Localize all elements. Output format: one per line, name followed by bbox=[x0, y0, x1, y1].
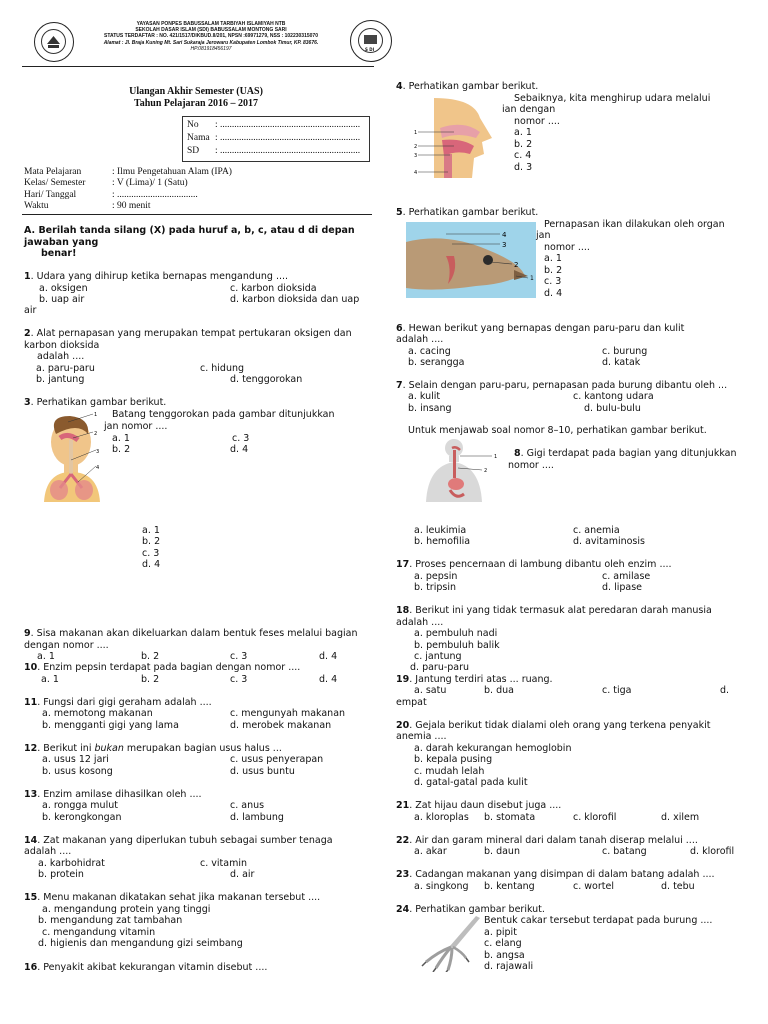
q6-option-b[interactable]: b. serangga bbox=[408, 357, 465, 368]
question-17 bbox=[396, 559, 672, 570]
question-9 bbox=[24, 628, 357, 639]
question-21-text: . Zat hijau daun disebut juga .... bbox=[409, 800, 562, 811]
nose-figure bbox=[414, 98, 496, 178]
q22-option-c[interactable]: c. batang bbox=[602, 846, 647, 857]
respiratory-figure bbox=[38, 410, 108, 502]
question-4-text: . Perhatikan gambar berikut. bbox=[402, 81, 539, 92]
q7-option-d[interactable]: d. bulu-bulu bbox=[584, 403, 641, 414]
info-subject-value: : Ilmu Pengetahuan Alam (IPA) bbox=[112, 167, 232, 177]
q10-option-c[interactable]: c. 3 bbox=[230, 674, 248, 685]
q6-option-c[interactable]: c. burung bbox=[602, 346, 648, 357]
question-15-text: . Menu makanan dikatakan sehat jika makanan tersebut .... bbox=[37, 892, 321, 903]
question-14-text-2: adalah .... bbox=[24, 846, 72, 857]
fig8-label-2: 2 bbox=[484, 468, 488, 474]
orphan-option-c[interactable]: c. 3 bbox=[142, 548, 160, 559]
exam-title bbox=[96, 86, 296, 110]
q1-option-b[interactable]: b. uap air bbox=[39, 294, 85, 305]
question-11-number: 11 bbox=[24, 697, 38, 708]
question-17-text: . Proses pencernaan di lambung dibantu oleh enzim .... bbox=[409, 559, 672, 570]
q15-option-c[interactable]: c. mengandung vitamin bbox=[42, 927, 156, 938]
question-2-text-3: adalah .... bbox=[37, 351, 85, 362]
fig5-label-2: 2 bbox=[514, 261, 519, 269]
q7-option-a[interactable]: a. kulit bbox=[408, 391, 441, 402]
info-date-label: Hari/ Tanggal bbox=[24, 190, 77, 200]
q12-option-c[interactable]: c. usus penyerapan bbox=[230, 754, 324, 765]
q11-option-a[interactable]: a. memotong makanan bbox=[42, 708, 153, 719]
q14-option-d[interactable]: d. air bbox=[230, 869, 255, 880]
info-class-value: : V (Lima)/ 1 (Satu) bbox=[112, 178, 188, 188]
question-23-text: . Cadangan makanan yang disimpan di dalam batang adalah .... bbox=[409, 869, 715, 880]
q14-option-b[interactable]: b. protein bbox=[38, 869, 84, 880]
question-4-prompt-3: nomor .... bbox=[514, 116, 560, 127]
question-18-text: . Berikut ini yang tidak termasuk alat peredaran darah manusia bbox=[409, 605, 712, 616]
q20-option-c[interactable]: c. mudah lelah bbox=[414, 766, 485, 777]
q24-option-d[interactable]: d. rajawali bbox=[484, 961, 534, 972]
q22-option-b[interactable]: b. daun bbox=[484, 846, 520, 857]
q11-option-d[interactable]: d. merobek makanan bbox=[230, 720, 332, 731]
bird-claw-figure-image bbox=[420, 912, 486, 972]
q12-option-d[interactable]: d. usus buntu bbox=[230, 766, 295, 777]
q7-option-c[interactable]: c. kantong udara bbox=[573, 391, 654, 402]
q5-option-a[interactable]: a. 1 bbox=[544, 253, 562, 264]
q2-option-d[interactable]: d. tenggorokan bbox=[230, 374, 303, 385]
q20-option-a[interactable]: a. darah kekurangan hemoglobin bbox=[414, 743, 572, 754]
fig4-label-4: 4 bbox=[414, 170, 418, 176]
q10-option-d[interactable]: d. 4 bbox=[319, 674, 338, 685]
fish-figure-image bbox=[406, 222, 536, 298]
question-3-prompt-2: jan nomor .... bbox=[104, 421, 168, 432]
info-date-value[interactable]: : .................................. bbox=[112, 190, 198, 200]
question-22-text: . Air dan garam mineral dari dalam tanah diserap melalui .... bbox=[409, 835, 698, 846]
exam-title-line2: Tahun Pelajaran 2016 – 2017 bbox=[133, 98, 259, 109]
q9-option-d[interactable]: d. 4 bbox=[319, 651, 338, 662]
letterhead-rule bbox=[22, 66, 374, 67]
fig3-label-1: 1 bbox=[94, 412, 98, 418]
q20-option-d[interactable]: d. gatal-gatal pada kulit bbox=[414, 777, 528, 788]
fig5-label-1: 1 bbox=[530, 275, 534, 282]
question-12-number: 12 bbox=[24, 743, 38, 754]
id-no-field[interactable]: : ........................................................... bbox=[215, 120, 361, 130]
question-11-text: . Fungsi dari gigi geraham adalah .... bbox=[37, 697, 212, 708]
question-6-number: 6 bbox=[396, 323, 403, 334]
q24-option-a[interactable]: a. pipit bbox=[484, 927, 517, 938]
q4-option-a[interactable]: a. 1 bbox=[514, 127, 532, 138]
nose-figure-image bbox=[414, 98, 496, 178]
question-3-prompt: Batang tenggorokan pada gambar ditunjukkan bbox=[112, 409, 335, 420]
bird-claw-figure bbox=[420, 912, 486, 972]
letterhead-foundation: YAYASAN PONPES BABUSSALAM TARBIYAH ISLAMIYAH NTB bbox=[136, 21, 286, 27]
question-2 bbox=[24, 328, 352, 339]
q23-option-d[interactable]: d. tebu bbox=[661, 881, 695, 892]
q10-option-b[interactable]: b. 2 bbox=[141, 674, 160, 685]
info-time-label: Waktu bbox=[24, 201, 49, 211]
question-3-number: 3 bbox=[24, 397, 31, 408]
fig3-label-3: 3 bbox=[96, 449, 100, 455]
question-6 bbox=[396, 323, 684, 334]
question-14-number: 14 bbox=[24, 835, 38, 846]
q23-option-a[interactable]: a. singkong bbox=[414, 881, 469, 892]
q22-option-a[interactable]: a. akar bbox=[414, 846, 447, 857]
question-11 bbox=[24, 697, 212, 708]
respiratory-figure-image bbox=[38, 410, 108, 502]
sdi-emblem-text: S DI bbox=[365, 47, 375, 52]
q9-option-c[interactable]: c. 3 bbox=[230, 651, 248, 662]
question-2-number: 2 bbox=[24, 328, 31, 339]
section-a-instruction: A. Berilah tanda silang (X) pada huruf a, b, c, atau d di depan bbox=[24, 225, 355, 236]
q3-option-c[interactable]: c. 3 bbox=[232, 433, 250, 444]
q23-option-b[interactable]: b. kentang bbox=[484, 881, 535, 892]
question-8 bbox=[514, 448, 737, 459]
fig5-label-4: 4 bbox=[502, 231, 507, 239]
question-15-number: 15 bbox=[24, 892, 38, 903]
question-16-number: 16 bbox=[24, 962, 38, 973]
q15-option-d[interactable]: d. higienis dan mengandung gizi seimbang bbox=[38, 938, 243, 949]
q13-option-c[interactable]: c. anus bbox=[230, 800, 265, 811]
id-nama-field[interactable]: : ........................................................... bbox=[215, 133, 361, 143]
question-3 bbox=[24, 397, 166, 408]
question-1-number: 1 bbox=[24, 271, 31, 282]
q1-option-a[interactable]: a. oksigen bbox=[39, 283, 88, 294]
question-1-text: . Udara yang dihirup ketika bernapas mengandung .... bbox=[30, 271, 289, 282]
q4-option-b[interactable]: b. 2 bbox=[514, 139, 533, 150]
q21-option-b[interactable]: b. stomata bbox=[484, 812, 536, 823]
question-15 bbox=[24, 892, 320, 903]
question-24-text: . Perhatikan gambar berikut. bbox=[409, 904, 545, 915]
question-4-prompt-2: ian dengan bbox=[502, 104, 556, 115]
q3-option-d[interactable]: d. 4 bbox=[230, 444, 249, 455]
id-sd-field[interactable]: : ........................................................... bbox=[215, 146, 361, 156]
q15-option-a[interactable]: a. mengandung protein yang tinggi bbox=[42, 904, 211, 915]
question-6-text-2: adalah .... bbox=[396, 334, 444, 345]
fig3-label-4: 4 bbox=[96, 465, 100, 471]
question-8-intro: Untuk menjawab soal nomor 8–10, perhatikan gambar berikut. bbox=[408, 425, 707, 436]
question-16 bbox=[24, 962, 267, 973]
q11-option-b[interactable]: b. mengganti gigi yang lama bbox=[42, 720, 179, 731]
digestive-figure-image bbox=[422, 438, 502, 502]
question-4-number: 4 bbox=[396, 81, 403, 92]
question-16-text: . Penyakit akibat kekurangan vitamin disebut .... bbox=[37, 962, 268, 973]
question-5 bbox=[396, 207, 538, 218]
question-7-number: 7 bbox=[396, 380, 403, 391]
question-13-number: 13 bbox=[24, 789, 38, 800]
question-23-number: 23 bbox=[396, 869, 410, 880]
question-24-number: 24 bbox=[396, 904, 410, 915]
question-5-prompt-3: nomor .... bbox=[544, 242, 590, 253]
q16-option-d[interactable]: d. avitaminosis bbox=[573, 536, 645, 547]
question-5-prompt: Pernapasan ikan dilakukan oleh organ bbox=[544, 219, 725, 230]
question-19 bbox=[396, 674, 553, 685]
q16-option-c[interactable]: c. anemia bbox=[573, 525, 620, 536]
q2-option-b[interactable]: b. jantung bbox=[36, 374, 85, 385]
id-nama-label: Nama bbox=[187, 133, 210, 143]
q21-option-c[interactable]: c. klorofil bbox=[573, 812, 617, 823]
letterhead-status: STATUS TERDAFTAR : NO. 421/1517/DIKBUD.II/201, NPSN :69971279, NSS : 102230315070 bbox=[104, 33, 318, 40]
question-13-text: . Enzim amilase dihasilkan oleh .... bbox=[37, 789, 202, 800]
question-8-number: 8 bbox=[514, 448, 521, 459]
question-9-number: 9 bbox=[24, 628, 31, 639]
question-8-text: . Gigi terdapat pada bagian yang ditunjukkan bbox=[520, 448, 737, 459]
info-subject-label: Mata Pelajaran bbox=[24, 167, 82, 177]
question-18-number: 18 bbox=[396, 605, 410, 616]
question-19-text: . Jantung terdiri atas ... ruang. bbox=[409, 674, 553, 685]
q14-option-c[interactable]: c. vitamin bbox=[200, 858, 247, 869]
question-20-text: . Gejala berikut tidak dialami oleh orang yang terkena penyakit bbox=[409, 720, 711, 731]
question-20-number: 20 bbox=[396, 720, 410, 731]
q2-option-a[interactable]: a. paru-paru bbox=[36, 363, 95, 374]
section-a-instruction-2: jawaban yang bbox=[24, 237, 99, 248]
q11-option-c[interactable]: c. mengunyah makanan bbox=[230, 708, 346, 719]
q14-option-a[interactable]: a. karbohidrat bbox=[38, 858, 105, 869]
letterhead-address: Alamat : Jl. Braja Kuning Mt. Sari Sukaraja Jerowaru Kabupaten Lombok Timur, KP. 83676. bbox=[103, 39, 319, 46]
q21-option-a[interactable]: a. kloroplas bbox=[414, 812, 469, 823]
q21-option-d[interactable]: d. xilem bbox=[661, 812, 700, 823]
id-sd-label: SD bbox=[187, 146, 200, 156]
q13-option-a[interactable]: a. rongga mulut bbox=[42, 800, 118, 811]
q19-option-d[interactable]: d. bbox=[720, 685, 730, 696]
letterhead-phone: HP.081918456197 bbox=[190, 45, 232, 52]
q17-option-a[interactable]: a. pepsin bbox=[414, 571, 458, 582]
question-12-emphasis: bukan bbox=[94, 743, 124, 754]
question-17-number: 17 bbox=[396, 559, 410, 570]
question-13 bbox=[24, 789, 202, 800]
q19-option-b[interactable]: b. dua bbox=[484, 685, 514, 696]
q1-option-c[interactable]: c. karbon dioksida bbox=[230, 283, 317, 294]
q15-option-b[interactable]: b. mengandung zat tambahan bbox=[38, 915, 183, 926]
question-14-text: . Zat makanan yang diperlukan tubuh sebagai sumber tenaga bbox=[37, 835, 333, 846]
question-5-prompt-2: jan bbox=[536, 230, 551, 241]
q4-option-c[interactable]: c. 4 bbox=[514, 150, 532, 161]
q17-option-d[interactable]: d. lipase bbox=[602, 582, 642, 593]
orphan-option-b[interactable]: b. 2 bbox=[142, 536, 161, 547]
q2-option-c[interactable]: c. hidung bbox=[200, 363, 245, 374]
q6-option-a[interactable]: a. cacing bbox=[408, 346, 451, 357]
q16-option-b[interactable]: b. hemofilia bbox=[414, 536, 471, 547]
q7-option-b[interactable]: b. insang bbox=[408, 403, 452, 414]
question-24-prompt: Bentuk cakar tersebut terdapat pada burung .... bbox=[484, 915, 713, 926]
question-7 bbox=[396, 380, 727, 391]
fish-figure bbox=[406, 222, 536, 298]
orphan-option-a[interactable]: a. 1 bbox=[142, 525, 160, 536]
fig4-label-1: 1 bbox=[414, 130, 418, 136]
q6-option-d[interactable]: d. katak bbox=[602, 357, 641, 368]
section-a-instruction-3: benar! bbox=[41, 248, 77, 259]
q22-option-d[interactable]: d. klorofil bbox=[690, 846, 735, 857]
info-class-label: Kelas/ Semester bbox=[24, 178, 86, 188]
digestive-figure bbox=[422, 438, 502, 502]
question-9-text-2: dengan nomor .... bbox=[24, 640, 109, 651]
question-22-number: 22 bbox=[396, 835, 410, 846]
q19-option-c[interactable]: c. tiga bbox=[602, 685, 632, 696]
question-10-number: 10 bbox=[24, 662, 38, 673]
q24-option-b[interactable]: b. angsa bbox=[484, 950, 525, 961]
question-2-text: . Alat pernapasan yang merupakan tempat pertukaran oksigen dan bbox=[30, 328, 352, 339]
question-12-text-pre: . Berikut ini bbox=[37, 743, 95, 754]
q18-option-b[interactable]: b. pembuluh balik bbox=[414, 640, 500, 651]
q1-option-d-wrap: air bbox=[24, 305, 37, 316]
question-14 bbox=[24, 835, 333, 846]
question-5-number: 5 bbox=[396, 207, 403, 218]
q19-option-d-wrap: empat bbox=[396, 697, 427, 708]
q10-option-a[interactable]: a. 1 bbox=[41, 674, 59, 685]
question-5-text: . Perhatikan gambar berikut. bbox=[402, 207, 539, 218]
question-21-number: 21 bbox=[396, 800, 410, 811]
q18-option-c[interactable]: c. jantung bbox=[414, 651, 462, 662]
question-7-text: . Selain dengan paru-paru, pernapasan pada burung dibantu oleh ... bbox=[402, 380, 728, 391]
q20-option-b[interactable]: b. kepala pusing bbox=[414, 754, 493, 765]
question-18-text-2: adalah .... bbox=[396, 617, 444, 628]
id-no-label: No bbox=[187, 120, 199, 130]
q3-option-a[interactable]: a. 1 bbox=[112, 433, 130, 444]
q17-option-c[interactable]: c. amilase bbox=[602, 571, 651, 582]
q23-option-c[interactable]: c. wortel bbox=[573, 881, 614, 892]
question-2-text-2: karbon dioksida bbox=[24, 340, 100, 351]
q12-option-a[interactable]: a. usus 12 jari bbox=[42, 754, 109, 765]
fig4-label-2: 2 bbox=[414, 144, 418, 150]
question-20 bbox=[396, 720, 710, 731]
q12-option-b[interactable]: b. usus kosong bbox=[42, 766, 113, 777]
q17-option-b[interactable]: b. tripsin bbox=[414, 582, 456, 593]
fig3-label-2: 2 bbox=[94, 431, 98, 437]
question-9-text: . Sisa makanan akan dikeluarkan dalam bentuk feses melalui bagian bbox=[30, 628, 358, 639]
q13-option-d[interactable]: d. lambung bbox=[230, 812, 284, 823]
fig8-label-1: 1 bbox=[494, 454, 498, 460]
exam-title-line1: Ulangan Akhir Semester (UAS) bbox=[129, 86, 263, 97]
question-21 bbox=[396, 800, 561, 811]
question-23 bbox=[396, 869, 715, 880]
letterhead-school: SEKOLAH DASAR ISLAM (SDI) BABUSSALAM MONTONG SARI bbox=[135, 27, 287, 34]
fig5-label-3: 3 bbox=[502, 241, 507, 249]
question-20-text-2: anemia .... bbox=[396, 731, 447, 742]
q1-option-d[interactable]: d. karbon dioksida dan uap bbox=[230, 294, 360, 305]
q3-option-b[interactable]: b. 2 bbox=[112, 444, 131, 455]
q24-option-c[interactable]: c. elang bbox=[484, 938, 522, 949]
orphan-option-d[interactable]: d. 4 bbox=[142, 559, 161, 570]
q9-option-b[interactable]: b. 2 bbox=[141, 651, 160, 662]
question-12 bbox=[24, 743, 282, 754]
q13-option-b[interactable]: b. kerongkongan bbox=[42, 812, 122, 823]
q5-option-d[interactable]: d. 4 bbox=[544, 288, 563, 299]
q18-option-d[interactable]: d. paru-paru bbox=[410, 662, 470, 673]
q16-option-a[interactable]: a. leukimia bbox=[414, 525, 467, 536]
student-id-box bbox=[182, 116, 370, 162]
info-time-value: : 90 menit bbox=[112, 201, 151, 211]
question-10 bbox=[24, 662, 300, 673]
question-4-prompt: Sebaiknya, kita menghirup udara melalui bbox=[514, 93, 711, 104]
question-12-text-post: merupakan bagian usus halus ... bbox=[123, 743, 282, 754]
question-10-text: . Enzim pepsin terdapat pada bagian dengan nomor .... bbox=[37, 662, 301, 673]
info-rule bbox=[22, 214, 372, 215]
q4-option-d[interactable]: d. 3 bbox=[514, 162, 533, 173]
q18-option-a[interactable]: a. pembuluh nadi bbox=[414, 628, 498, 639]
question-3-text: . Perhatikan gambar berikut. bbox=[30, 397, 167, 408]
question-19-number: 19 bbox=[396, 674, 410, 685]
question-8-text-2: nomor .... bbox=[508, 460, 554, 471]
question-18 bbox=[396, 605, 712, 616]
fig4-label-3: 3 bbox=[414, 153, 418, 159]
question-6-text: . Hewan berikut yang bernapas dengan paru-paru dan kulit bbox=[402, 323, 685, 334]
q5-option-b[interactable]: b. 2 bbox=[544, 265, 563, 276]
letterhead bbox=[61, 21, 361, 52]
question-22 bbox=[396, 835, 698, 846]
q5-option-c[interactable]: c. 3 bbox=[544, 276, 562, 287]
question-4 bbox=[396, 81, 538, 92]
q9-option-a[interactable]: a. 1 bbox=[37, 651, 55, 662]
q19-option-a[interactable]: a. satu bbox=[414, 685, 447, 696]
question-1 bbox=[24, 271, 288, 282]
